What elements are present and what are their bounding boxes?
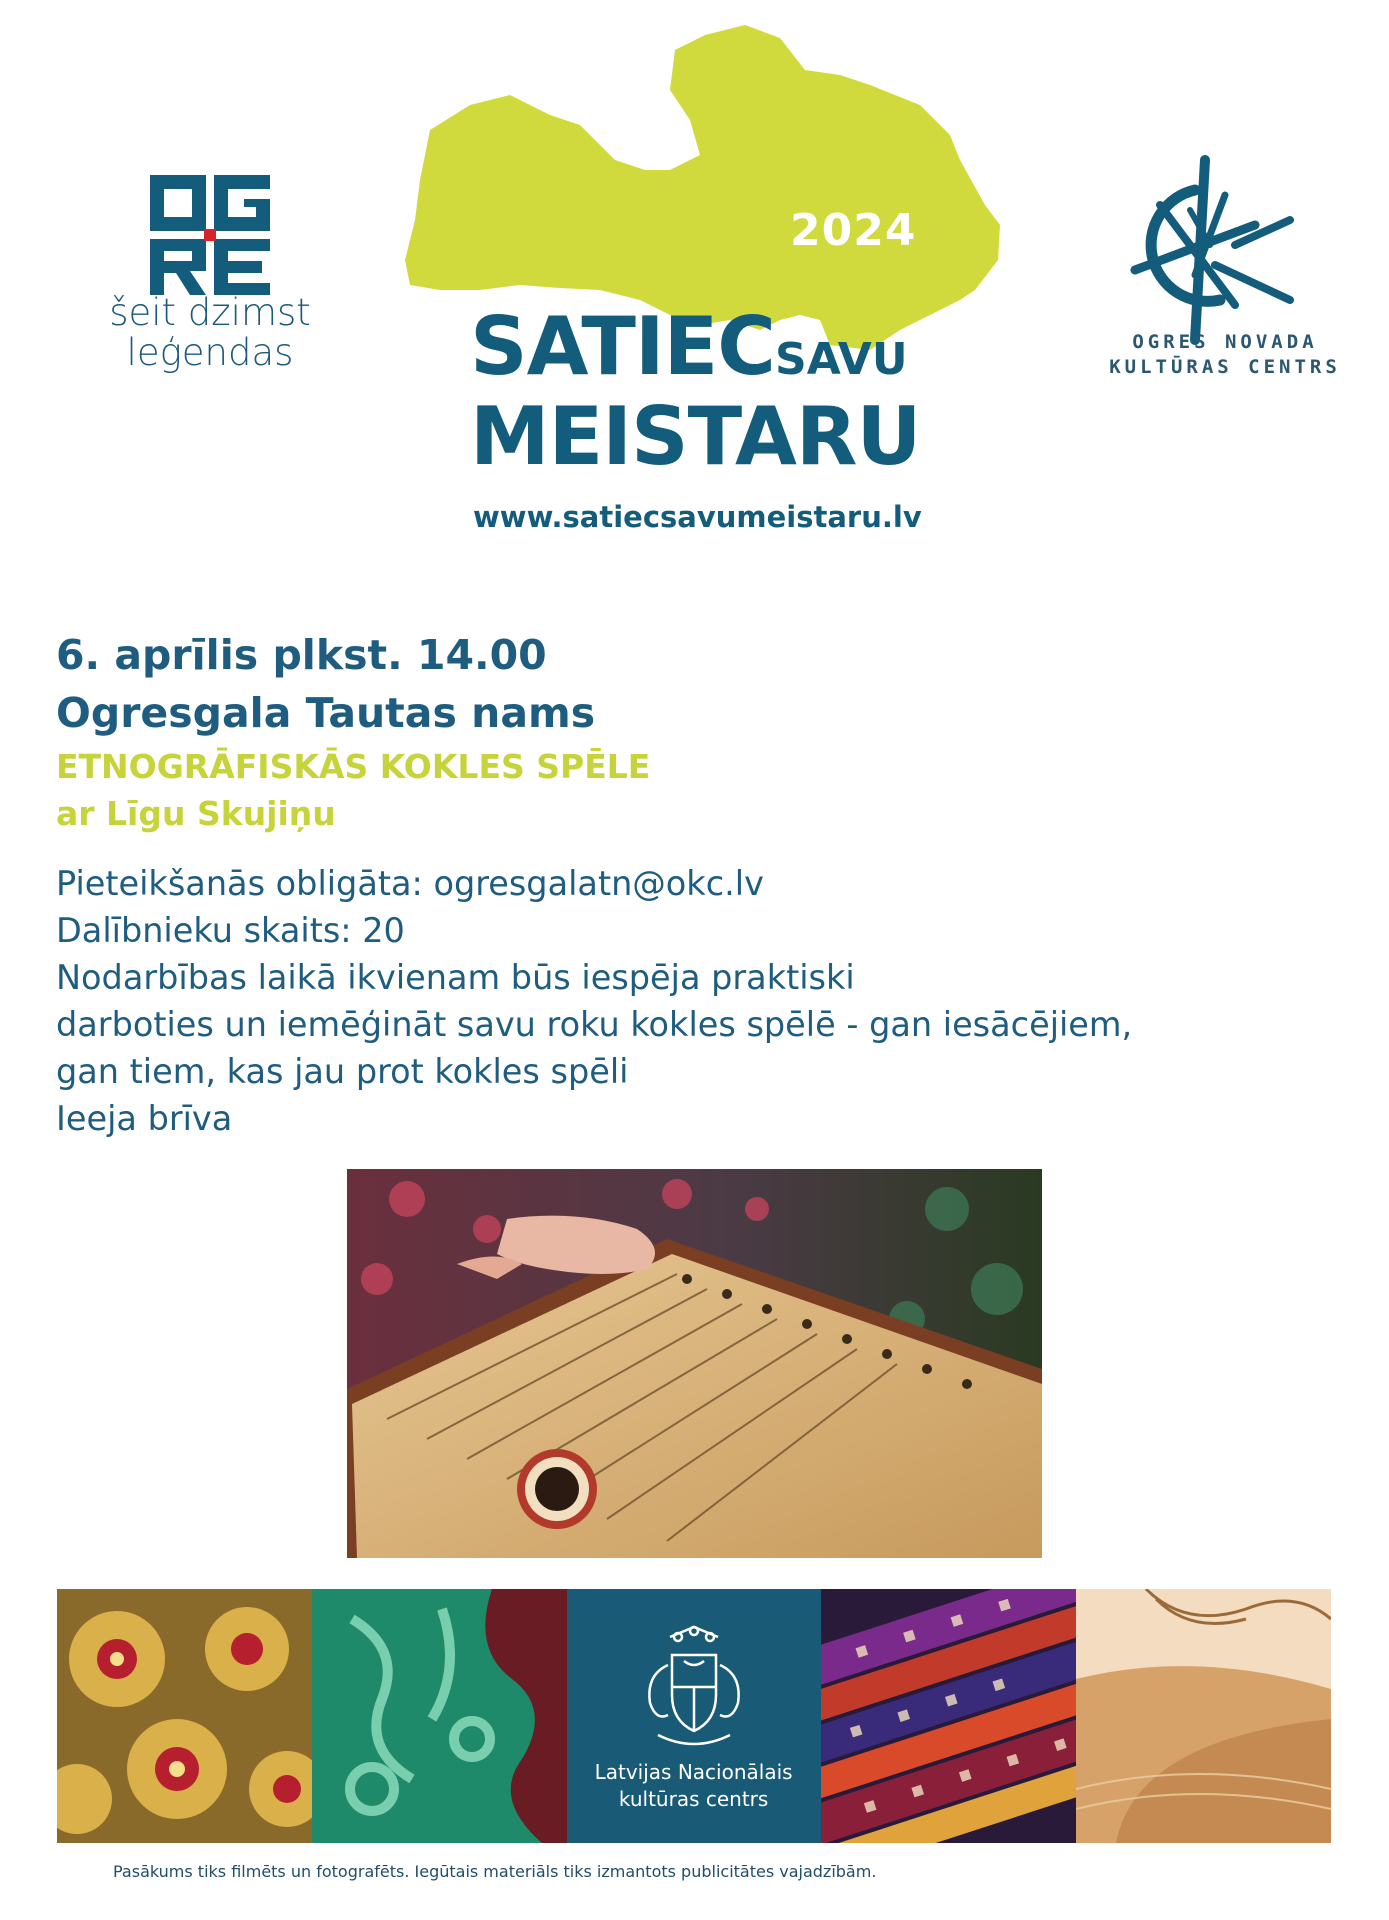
detail-description-line2: darboties un iemēģināt savu roku kokles spēlē - gan iesācējiem, bbox=[56, 1005, 1133, 1044]
okc-logo bbox=[1105, 155, 1345, 390]
okc-name-line2: KULTŪRAS CENTRS bbox=[1109, 356, 1341, 378]
strip-tile-ceramics bbox=[312, 1589, 567, 1843]
strip-tile-brooches bbox=[57, 1589, 312, 1843]
brand-line1 bbox=[470, 300, 908, 402]
okc-wheel-icon bbox=[1115, 155, 1305, 345]
detail-registration: Pieteikšanās obligāta: ogresgalatn@okc.lv bbox=[56, 864, 764, 903]
ogre-logo bbox=[90, 175, 330, 385]
event-info bbox=[56, 626, 1156, 1142]
detail-description-line3: gan tiem, kas jau prot kokles spēli bbox=[56, 1052, 629, 1091]
strip-tile-lnkc bbox=[567, 1589, 822, 1843]
image-strip bbox=[57, 1589, 1331, 1843]
lnkc-name-line2: kultūras centrs bbox=[618, 1787, 769, 1811]
ogre-mark-icon bbox=[150, 175, 270, 295]
wooden-craft-icon bbox=[1076, 1589, 1331, 1843]
kokle-photo bbox=[347, 1169, 1042, 1558]
ogre-tagline bbox=[90, 293, 330, 373]
event-title: ETNOGRĀFISKĀS KOKLES SPĒLE bbox=[56, 747, 651, 786]
okc-name bbox=[1105, 330, 1345, 380]
year-label: 2024 bbox=[790, 205, 917, 256]
kokle-illustration bbox=[347, 1169, 1042, 1558]
ceramic-ornament-icon bbox=[312, 1589, 567, 1843]
okc-name-line1: OGRES NOVADA bbox=[1132, 331, 1318, 353]
strip-tile-wood bbox=[1076, 1589, 1331, 1843]
lnkc-name-line1: Latvijas Nacionālais bbox=[594, 1760, 793, 1784]
lnkc-name bbox=[567, 1759, 821, 1813]
ogre-tagline-line1: šeit dzimst bbox=[109, 291, 311, 334]
website-link[interactable]: www.satiecsavumeistaru.lv bbox=[473, 500, 922, 534]
event-venue: Ogresgala Tautas nams bbox=[56, 689, 596, 737]
latvia-coat-of-arms-icon bbox=[632, 1625, 756, 1753]
event-date: 6. aprīlis plkst. 14.00 bbox=[56, 631, 547, 679]
satiec-savu-meistaru-logo bbox=[400, 20, 1020, 540]
strip-tile-textiles bbox=[821, 1589, 1076, 1843]
brand-word-savu: SAVU bbox=[775, 334, 908, 385]
footnote: Pasākums tiks filmēts un fotografēts. Iegūtais materiāls tiks izmantots publicitātes vajadzībām. bbox=[113, 1862, 877, 1881]
event-host: ar Līgu Skujiņu bbox=[56, 794, 336, 833]
brand-word-satiec: SATIEC bbox=[470, 300, 776, 393]
detail-entry: Ieeja brīva bbox=[56, 1099, 233, 1138]
ogre-tagline-line2: leģendas bbox=[126, 331, 294, 374]
detail-description-line1: Nodarbības laikā ikvienam būs iespēja praktiski bbox=[56, 958, 855, 997]
detail-participants: Dalībnieku skaits: 20 bbox=[56, 911, 405, 950]
woven-belt-icon bbox=[821, 1589, 1076, 1843]
brand-word-meistaru: MEISTARU bbox=[470, 390, 921, 483]
event-details bbox=[56, 860, 1156, 1142]
brooch-pattern-icon bbox=[57, 1589, 312, 1843]
